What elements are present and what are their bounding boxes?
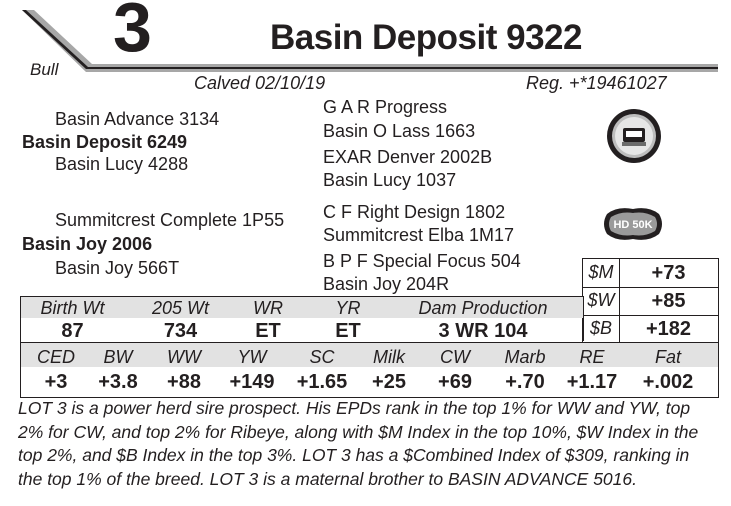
index-label: $M (588, 262, 614, 282)
epd-value-marb: +.70 (505, 371, 545, 393)
pedigree-ssd: Basin O Lass 1663 (323, 121, 476, 141)
epd-header-fat: Fat (654, 347, 681, 367)
epd-header-bw: BW (103, 347, 133, 367)
perf-value-yr: ET (335, 320, 361, 342)
hd50k-text: HD 50K (613, 219, 653, 231)
index-value: +182 (645, 318, 692, 340)
perf-header-birthwt: Birth Wt (40, 298, 105, 318)
pedigree-sire: Basin Deposit 6249 (22, 132, 188, 152)
epd-header-marb: Marb (504, 347, 546, 367)
epd-header-ww: WW (167, 347, 201, 367)
perf-header-yr: YR (335, 298, 361, 318)
pedigree-ddd: Basin Joy 204R (323, 274, 450, 294)
perf-header-damprod: Dam Production (418, 298, 548, 318)
performance-table (20, 296, 584, 342)
epd-header-sc: SC (309, 347, 335, 367)
pedigree-dsd: Summitcrest Elba 1M17 (323, 225, 515, 245)
pedigree-sire-dam: Basin Lucy 4288 (55, 154, 189, 174)
epd-value-yw: +149 (229, 371, 275, 393)
index-box (582, 258, 719, 343)
perf-value-damprod: 3 WR 104 (438, 320, 528, 342)
pedigree-sdd: Basin Lucy 1037 (323, 170, 457, 190)
registration-number: Reg. +*19461027 (526, 73, 667, 93)
pedigree-dss: C F Right Design 1802 (323, 202, 506, 222)
pedigree-dam-dam: Basin Joy 566T (55, 258, 180, 278)
index-value: +73 (651, 262, 686, 284)
index-row-b (583, 315, 718, 343)
lot-description: LOT 3 is a power herd sire prospect. His EPDs rank in the top 1% for WW and YW, top 2% for CW, and top 2% for Ribeye, along with $M Index in the top 10%, $W Index in the top 2%, and $B Index in the top 3%. LOT 3 has a $Combined Index of $309, ranking in the top 1% of the breed. LOT 3 is a maternal brother to BASIN ADVANCE 5016. (18, 398, 699, 489)
hd50k-badge-icon (601, 206, 665, 242)
perf-value-205wt: 734 (163, 320, 198, 342)
perf-header-205wt: 205 Wt (151, 298, 210, 318)
epd-value-milk: +25 (372, 371, 406, 393)
pedigree-sire-sire: Basin Advance 3134 (55, 109, 220, 129)
perf-value-birthwt: 87 (61, 320, 84, 342)
epd-value-bw: +3.8 (98, 371, 138, 393)
epd-table (20, 342, 719, 398)
epd-value-sc: +1.65 (296, 371, 348, 393)
pedigree-sss: G A R Progress (323, 97, 448, 117)
epd-value-re: +1.17 (566, 371, 618, 393)
pedigree-dam: Basin Joy 2006 (22, 234, 153, 254)
index-label: $B (589, 318, 613, 338)
animal-sex: Bull (30, 60, 59, 79)
epd-header-cw: CW (440, 347, 470, 367)
epd-value-ced: +3 (44, 371, 68, 393)
epd-value-cw: +69 (438, 371, 472, 393)
index-value: +85 (651, 290, 686, 312)
pedigree-dam-sire: Summitcrest Complete 1P55 (55, 210, 285, 230)
epd-header-ced: CED (36, 347, 75, 367)
epd-value-fat: +.002 (642, 371, 694, 393)
pedigree-dds: B P F Special Focus 504 (323, 251, 521, 271)
index-row-w (583, 287, 718, 315)
epd-header-milk: Milk (373, 347, 405, 367)
perf-header-wr: WR (253, 298, 283, 318)
index-row-m (583, 259, 718, 287)
epd-header-re: RE (579, 347, 605, 367)
herd-bull-seal-icon (606, 108, 662, 164)
perf-value-wr: ET (255, 320, 281, 342)
index-label: $W (587, 290, 615, 310)
lot-number: 3 (113, 0, 152, 66)
epd-value-ww: +88 (167, 371, 201, 393)
epd-header-yw: YW (237, 347, 267, 367)
animal-name: Basin Deposit 9322 (270, 18, 582, 57)
pedigree-sds: EXAR Denver 2002B (323, 147, 493, 167)
calved-date: Calved 02/10/19 (194, 73, 326, 93)
